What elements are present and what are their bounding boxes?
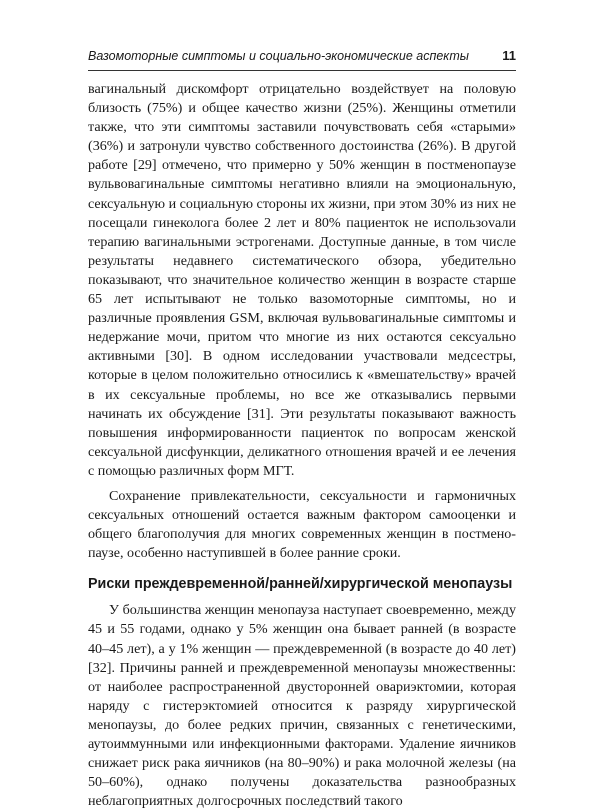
page-content	[88, 80, 516, 811]
running-header	[88, 48, 516, 71]
paragraph-continued: вагинальный дискомфорт отрицательно воздействует на половую близость (75%) и общее качество жизни (25%). Женщины отметили также, что эти симптомы заставили почувствовать себя «старыми» (36%) и затронули чувство собственного достоинства (26%). В другой работе [29] отмечено, что примерно у 50% женщин в постменопаузе вульвовагинальные симптомы негативно влияли на эмоциональную, сексуальную и социальную стороны их жизни, при этом 30% из них не посещали гинеколога более 2 лет и 80% пациенток не использоvали терапию вагинальными эстрогенами. Доступные данные, в том числе результаты недавнего систематического обзора, убедительно показывают, что значительное количество женщин в возрасте старше 65 лет испытывают не только вазомоторные симптомы, но и различные проявления GSM, включая вульвовагинальные симптомы и недержание мочи, притом что многие из них остаются сексуально активными [30]. В одном исследовании участвовали медсестры, которые в целом положительно относились к «вмешательству» врачей в их сексуальные проблемы, но все же отказывались первыми начинать их обсуждение [31]. Эти результаты показывают важность повышения информированности пациенток по вопросам женской сексуальной дисфункции, деликатного отношения врачей и ее лечения с помощью различных форм МГТ.	[88, 81, 516, 479]
section-heading: Риски преждевременной/ранней/хирургической менопаузы	[88, 576, 513, 593]
paragraph-menopause-risks: У большинства женщин менопауза наступает своевременно, между 45 и 55 годами, однако у 5% женщин она бывает ранней (в возрасте 40–45 лет), а у 1% женщин — преждевременной (в возрасте до 40 лет) [32]. Причины ранней и преждевременной менопаузы множественны: от наиболее распространенной двусторонней овариэктомии, которая наряду с гистерэктомией относится к разряду хирургической менопаузы, до более редких причин, связанных с генетическими, аутоиммунными или инфекционными факторами. Удаление яичников снижает риск рака яичников (на 80–90%) и рака молочной железы (на 50–60%), однако получены доказательства разнообразных неблагоприятных долгосрочных последствий такого	[88, 602, 516, 810]
running-title: Вазомоторные симптомы и социально-экономические аспекты	[88, 49, 469, 63]
page-number: 11	[502, 48, 516, 63]
paragraph-attractiveness: Сохранение привлекательности, сексуальности и гармоничных сексуальных отношений остается важным фактором самооценки и общего благополучия для многих современных женщин в постменопаузе, особенно наступившей в более ранние сроки.	[88, 487, 516, 562]
